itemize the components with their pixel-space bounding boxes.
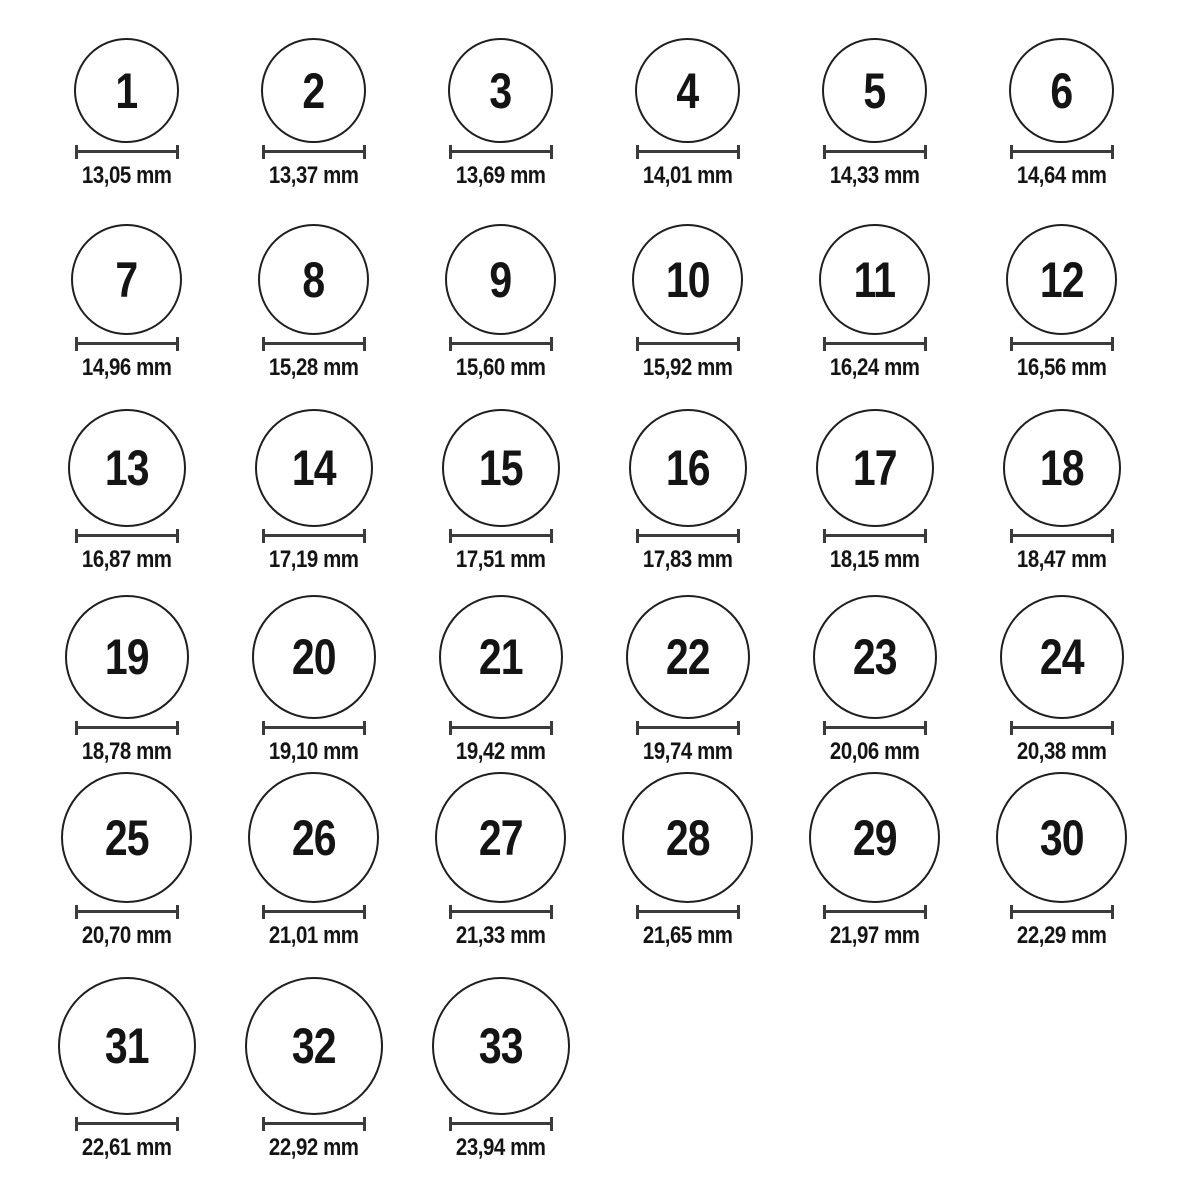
- measure-tick-right-icon: [924, 905, 927, 919]
- diameter-measure-line: [636, 529, 740, 543]
- ring-size-number: 31: [104, 1018, 149, 1074]
- ring-size-cell: [33, 0, 220, 190]
- diameter-measure-line: [75, 337, 179, 351]
- ring-size-number: 1: [115, 62, 138, 119]
- ring-circle: [996, 772, 1127, 903]
- measure-bar: [76, 150, 178, 153]
- diameter-measure-line: [636, 905, 740, 919]
- measure-bar: [450, 910, 552, 913]
- measure-bar: [450, 534, 552, 537]
- ring-circle: [68, 409, 186, 527]
- ring-size-cell: [781, 766, 968, 950]
- ring-size-number: 28: [665, 809, 710, 866]
- diameter-label: 13,05 mm: [81, 162, 172, 189]
- ring-size-number: 11: [853, 251, 896, 308]
- diameter-label: 18,78 mm: [81, 738, 172, 765]
- diameter-measure-line: [1010, 145, 1114, 159]
- ring-size-cell: [33, 382, 220, 574]
- diameter-measure-line: [823, 145, 927, 159]
- measure-bar: [637, 910, 739, 913]
- measure-bar: [76, 342, 178, 345]
- diameter-label: 14,64 mm: [1016, 162, 1107, 189]
- measure-bar: [1011, 910, 1113, 913]
- measure-bar: [824, 342, 926, 345]
- measure-bar: [1011, 726, 1113, 729]
- ring-size-number: 12: [1039, 251, 1084, 308]
- ring-size-number: 13: [104, 440, 149, 496]
- diameter-label: 22,61 mm: [81, 1134, 172, 1161]
- ring-circle: [629, 409, 747, 527]
- ring-circle: [632, 224, 743, 335]
- ring-circle: [822, 38, 927, 143]
- diameter-measure-line: [1010, 529, 1114, 543]
- measure-tick-right-icon: [363, 337, 366, 351]
- diameter-measure-line: [1010, 905, 1114, 919]
- ring-circle: [65, 595, 189, 719]
- diameter-measure-line: [75, 721, 179, 735]
- ring-size-number: 18: [1039, 440, 1084, 496]
- ring-size-number: 19: [104, 629, 149, 685]
- measure-bar: [637, 150, 739, 153]
- ring-size-cell: [968, 574, 1155, 766]
- diameter-label: 20,70 mm: [81, 922, 172, 949]
- measure-tick-right-icon: [363, 1117, 366, 1131]
- ring-size-number: 8: [302, 251, 325, 308]
- diameter-measure-line: [262, 905, 366, 919]
- measure-tick-right-icon: [1111, 337, 1114, 351]
- measure-bar: [263, 1122, 365, 1125]
- diameter-measure-line: [75, 905, 179, 919]
- measure-tick-right-icon: [1111, 145, 1114, 159]
- ring-size-number: 29: [852, 809, 897, 866]
- measure-tick-right-icon: [176, 337, 179, 351]
- measure-bar: [824, 910, 926, 913]
- diameter-label: 19,74 mm: [642, 738, 733, 765]
- ring-circle: [435, 772, 566, 903]
- ring-size-cell: [781, 0, 968, 190]
- ring-circle: [622, 772, 753, 903]
- measure-tick-right-icon: [1111, 529, 1114, 543]
- diameter-label: 17,19 mm: [268, 546, 359, 573]
- measure-bar: [450, 150, 552, 153]
- ring-size-number: 7: [115, 251, 138, 308]
- diameter-label: 18,47 mm: [1016, 546, 1107, 573]
- diameter-label: 15,28 mm: [268, 354, 359, 381]
- ring-size-cell: [594, 190, 781, 382]
- diameter-label: 21,01 mm: [268, 922, 359, 949]
- diameter-label: 14,01 mm: [642, 162, 733, 189]
- ring-size-cell: [594, 574, 781, 766]
- ring-circle: [1003, 409, 1121, 527]
- ring-circle: [261, 38, 366, 143]
- measure-tick-right-icon: [924, 529, 927, 543]
- ring-size-cell: [220, 574, 407, 766]
- diameter-label: 14,33 mm: [829, 162, 920, 189]
- ring-circle: [432, 977, 570, 1115]
- ring-circle: [248, 772, 379, 903]
- diameter-measure-line: [823, 721, 927, 735]
- measure-bar: [637, 342, 739, 345]
- diameter-label: 19,10 mm: [268, 738, 359, 765]
- ring-circle: [252, 595, 376, 719]
- diameter-label: 16,87 mm: [81, 546, 172, 573]
- ring-size-number: 26: [291, 809, 336, 866]
- measure-bar: [824, 726, 926, 729]
- ring-size-cell: [33, 766, 220, 950]
- measure-tick-right-icon: [737, 337, 740, 351]
- ring-size-cell: [220, 766, 407, 950]
- measure-bar: [1011, 342, 1113, 345]
- ring-size-cell: [220, 382, 407, 574]
- measure-tick-right-icon: [550, 1117, 553, 1131]
- ring-circle: [258, 224, 369, 335]
- diameter-measure-line: [449, 905, 553, 919]
- ring-size-number: 3: [489, 62, 512, 119]
- measure-tick-right-icon: [550, 721, 553, 735]
- ring-size-number: 30: [1039, 809, 1084, 866]
- diameter-measure-line: [1010, 721, 1114, 735]
- ring-circle: [626, 595, 750, 719]
- measure-tick-right-icon: [924, 145, 927, 159]
- diameter-label: 13,37 mm: [268, 162, 359, 189]
- ring-size-cell: [220, 190, 407, 382]
- diameter-label: 20,06 mm: [829, 738, 920, 765]
- measure-tick-right-icon: [176, 905, 179, 919]
- ring-circle: [245, 977, 383, 1115]
- ring-circle: [809, 772, 940, 903]
- measure-tick-right-icon: [737, 905, 740, 919]
- diameter-measure-line: [262, 529, 366, 543]
- ring-size-number: 27: [478, 809, 523, 866]
- ring-size-cell: [594, 0, 781, 190]
- measure-bar: [263, 342, 365, 345]
- diameter-label: 21,65 mm: [642, 922, 733, 949]
- diameter-label: 21,97 mm: [829, 922, 920, 949]
- ring-size-number: 5: [863, 62, 886, 119]
- measure-bar: [263, 726, 365, 729]
- diameter-measure-line: [262, 1117, 366, 1131]
- ring-size-cell: [781, 190, 968, 382]
- diameter-label: 15,60 mm: [455, 354, 546, 381]
- ring-size-number: 23: [852, 629, 897, 685]
- measure-tick-right-icon: [737, 529, 740, 543]
- diameter-measure-line: [823, 529, 927, 543]
- ring-size-cell: [220, 950, 407, 1200]
- ring-size-number: 10: [665, 251, 710, 308]
- ring-circle: [1009, 38, 1114, 143]
- ring-circle: [448, 38, 553, 143]
- measure-tick-right-icon: [550, 337, 553, 351]
- ring-circle: [1006, 224, 1117, 335]
- diameter-label: 16,56 mm: [1016, 354, 1107, 381]
- measure-tick-right-icon: [550, 905, 553, 919]
- diameter-label: 22,29 mm: [1016, 922, 1107, 949]
- diameter-measure-line: [636, 721, 740, 735]
- ring-size-number: 6: [1050, 62, 1073, 119]
- chart-row: [0, 0, 1200, 190]
- ring-size-cell: [33, 190, 220, 382]
- measure-bar: [450, 342, 552, 345]
- ring-circle: [61, 772, 192, 903]
- ring-circle: [816, 409, 934, 527]
- measure-bar: [637, 534, 739, 537]
- measure-tick-right-icon: [176, 1117, 179, 1131]
- measure-tick-right-icon: [363, 145, 366, 159]
- ring-size-number: 33: [478, 1018, 523, 1074]
- ring-size-number: 15: [478, 440, 523, 496]
- ring-size-cell: [407, 950, 594, 1200]
- diameter-label: 14,96 mm: [81, 354, 172, 381]
- ring-size-number: 24: [1039, 629, 1084, 685]
- diameter-measure-line: [262, 145, 366, 159]
- ring-size-cell: [781, 382, 968, 574]
- ring-size-cell: [220, 0, 407, 190]
- measure-tick-right-icon: [1111, 721, 1114, 735]
- diameter-measure-line: [449, 337, 553, 351]
- measure-bar: [76, 910, 178, 913]
- diameter-measure-line: [75, 1117, 179, 1131]
- measure-bar: [450, 1122, 552, 1125]
- diameter-measure-line: [75, 145, 179, 159]
- ring-size-cell: [968, 766, 1155, 950]
- diameter-measure-line: [823, 905, 927, 919]
- ring-size-cell: [407, 190, 594, 382]
- ring-size-number: 17: [852, 440, 897, 496]
- chart-row: [0, 766, 1200, 950]
- measure-tick-right-icon: [737, 145, 740, 159]
- measure-tick-right-icon: [1111, 905, 1114, 919]
- chart-row: [0, 382, 1200, 574]
- ring-size-number: 9: [489, 251, 512, 308]
- ring-size-cell: [594, 766, 781, 950]
- diameter-measure-line: [1010, 337, 1114, 351]
- diameter-label: 17,51 mm: [455, 546, 546, 573]
- measure-bar: [76, 1122, 178, 1125]
- measure-bar: [1011, 150, 1113, 153]
- measure-bar: [1011, 534, 1113, 537]
- ring-size-cell: [33, 950, 220, 1200]
- measure-bar: [76, 534, 178, 537]
- measure-bar: [637, 726, 739, 729]
- ring-size-number: 16: [665, 440, 710, 496]
- diameter-measure-line: [636, 337, 740, 351]
- ring-circle: [74, 38, 179, 143]
- ring-size-number: 21: [478, 629, 523, 685]
- measure-bar: [450, 726, 552, 729]
- measure-bar: [263, 910, 365, 913]
- diameter-label: 18,15 mm: [829, 546, 920, 573]
- measure-tick-right-icon: [737, 721, 740, 735]
- measure-tick-right-icon: [550, 529, 553, 543]
- chart-row: [0, 574, 1200, 766]
- ring-size-number: 25: [104, 809, 149, 866]
- measure-tick-right-icon: [363, 529, 366, 543]
- ring-circle: [635, 38, 740, 143]
- ring-circle: [445, 224, 556, 335]
- measure-tick-right-icon: [924, 721, 927, 735]
- measure-bar: [76, 726, 178, 729]
- ring-circle: [1000, 595, 1124, 719]
- diameter-label: 20,38 mm: [1016, 738, 1107, 765]
- ring-circle: [439, 595, 563, 719]
- ring-circle: [442, 409, 560, 527]
- diameter-label: 22,92 mm: [268, 1134, 359, 1161]
- ring-size-cell: [407, 382, 594, 574]
- measure-tick-right-icon: [176, 721, 179, 735]
- diameter-measure-line: [75, 529, 179, 543]
- diameter-measure-line: [636, 145, 740, 159]
- diameter-label: 19,42 mm: [455, 738, 546, 765]
- ring-size-number: 20: [291, 629, 336, 685]
- measure-bar: [263, 150, 365, 153]
- diameter-label: 17,83 mm: [642, 546, 733, 573]
- diameter-measure-line: [449, 529, 553, 543]
- diameter-measure-line: [449, 145, 553, 159]
- ring-size-cell: [33, 574, 220, 766]
- ring-size-cell: [407, 0, 594, 190]
- measure-bar: [824, 534, 926, 537]
- ring-circle: [71, 224, 182, 335]
- diameter-measure-line: [449, 721, 553, 735]
- measure-tick-right-icon: [176, 529, 179, 543]
- diameter-label: 16,24 mm: [829, 354, 920, 381]
- ring-size-number: 32: [291, 1018, 336, 1074]
- measure-tick-right-icon: [363, 721, 366, 735]
- measure-tick-right-icon: [550, 145, 553, 159]
- ring-size-number: 14: [291, 440, 336, 496]
- diameter-measure-line: [262, 721, 366, 735]
- chart-row: [0, 950, 1200, 1200]
- ring-circle: [58, 977, 196, 1115]
- measure-tick-right-icon: [924, 337, 927, 351]
- diameter-label: 23,94 mm: [455, 1134, 546, 1161]
- ring-size-cell: [968, 382, 1155, 574]
- measure-tick-right-icon: [176, 145, 179, 159]
- ring-size-cell: [968, 0, 1155, 190]
- ring-circle: [255, 409, 373, 527]
- measure-bar: [263, 534, 365, 537]
- measure-bar: [824, 150, 926, 153]
- diameter-measure-line: [449, 1117, 553, 1131]
- measure-tick-right-icon: [363, 905, 366, 919]
- ring-size-number: 4: [676, 62, 699, 119]
- ring-size-cell: [968, 190, 1155, 382]
- ring-size-cell: [781, 574, 968, 766]
- diameter-measure-line: [262, 337, 366, 351]
- ring-size-number: 22: [665, 629, 710, 685]
- ring-circle: [819, 224, 930, 335]
- diameter-measure-line: [823, 337, 927, 351]
- ring-size-cell: [407, 766, 594, 950]
- diameter-label: 21,33 mm: [455, 922, 546, 949]
- ring-size-number: 2: [302, 62, 325, 119]
- chart-row: [0, 190, 1200, 382]
- ring-circle: [813, 595, 937, 719]
- diameter-label: 15,92 mm: [642, 354, 733, 381]
- ring-size-cell: [407, 574, 594, 766]
- ring-size-cell: [594, 382, 781, 574]
- diameter-label: 13,69 mm: [455, 162, 546, 189]
